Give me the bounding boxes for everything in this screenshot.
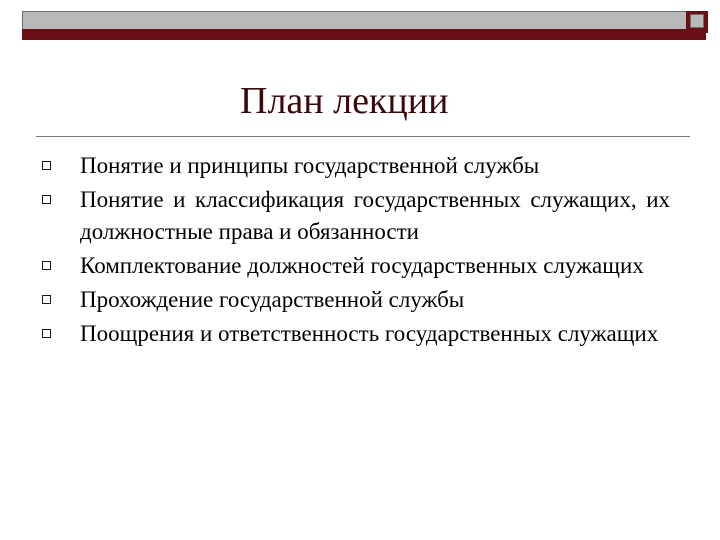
bullet-text: Понятие и классификация государственных служащих, их должностные права и обязанности	[80, 187, 670, 244]
bullet-text: Комплектование должностей государственных служащих	[80, 253, 644, 278]
hollow-square-icon	[42, 261, 51, 270]
bullet-list	[42, 150, 670, 352]
bullet-item	[42, 318, 670, 350]
header-band-gray	[22, 11, 688, 30]
hollow-square-icon	[42, 161, 51, 170]
bullet-item	[42, 184, 670, 248]
title-divider	[36, 136, 690, 137]
hollow-square-icon	[42, 295, 51, 304]
bullet-item	[42, 250, 670, 282]
corner-square-inner	[690, 14, 704, 28]
header-band-red	[22, 29, 706, 40]
bullet-text: Прохождение государственной службы	[80, 287, 465, 312]
hollow-square-icon	[42, 329, 51, 338]
slide-title: План лекции	[240, 80, 449, 122]
hollow-square-icon	[42, 195, 51, 204]
bullet-text: Понятие и принципы государственной службы	[80, 153, 540, 178]
bullet-text: Поощрения и ответственность государственных служащих	[80, 321, 659, 346]
bullet-item	[42, 284, 670, 316]
bullet-item	[42, 150, 670, 182]
